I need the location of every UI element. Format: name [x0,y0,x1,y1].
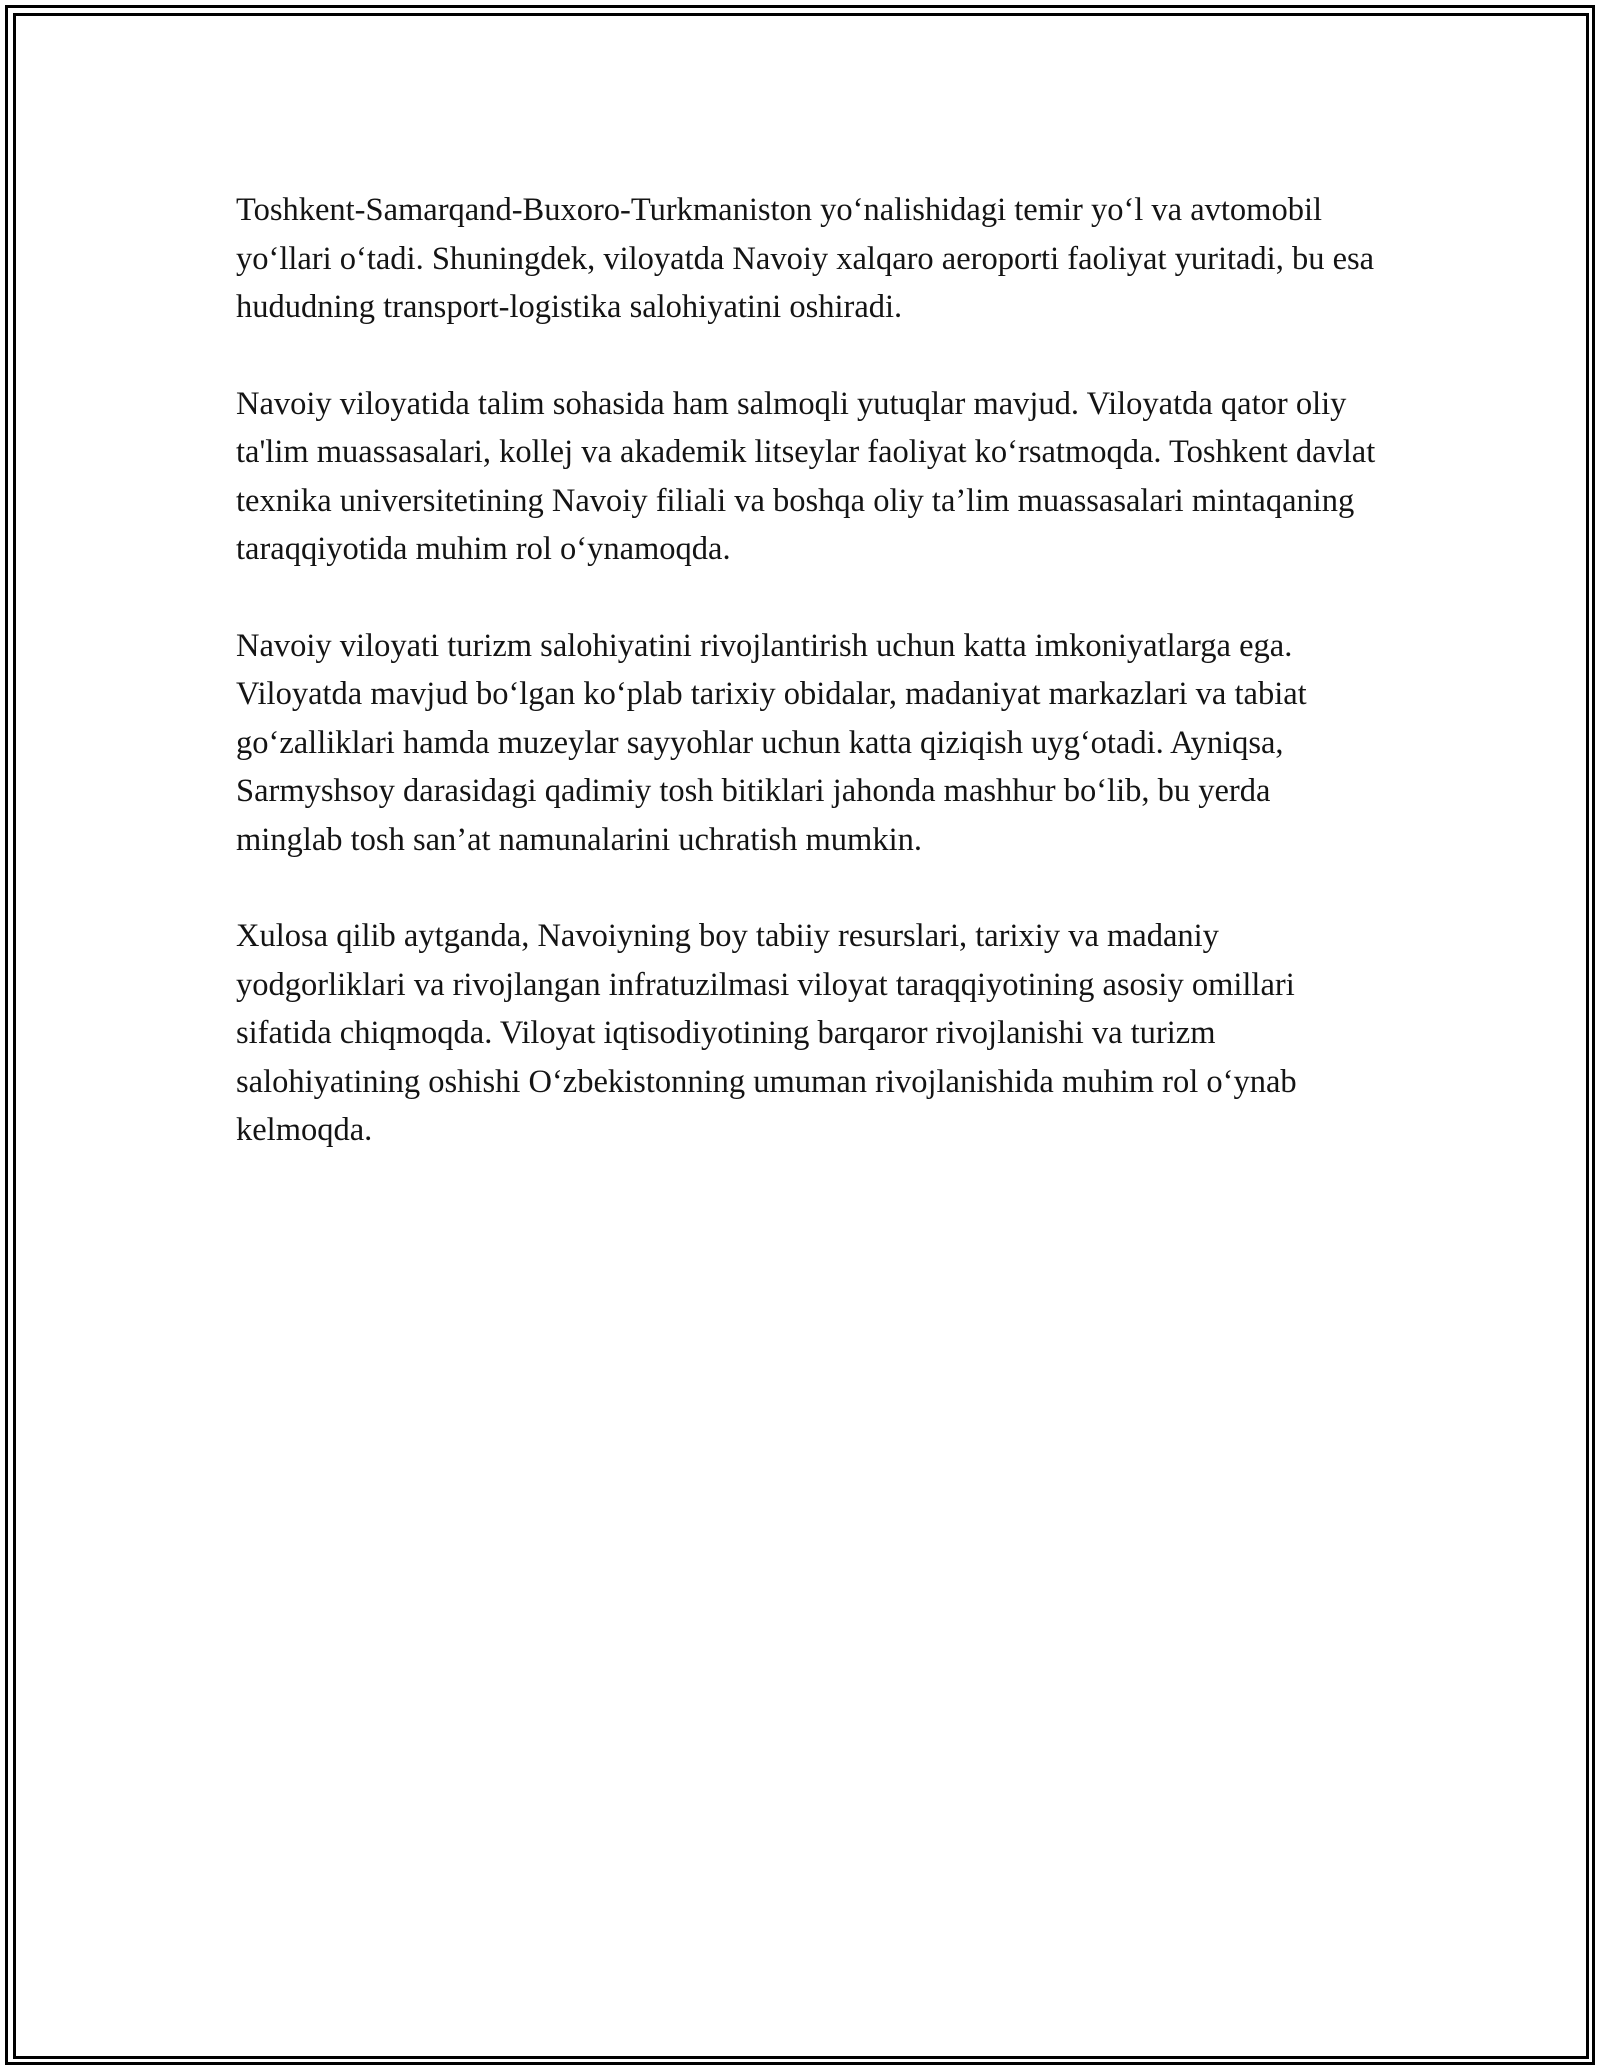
paragraph-conclusion: Xulosa qilib aytganda, Navoiyning boy tabiiy resurslari, tarixiy va madaniy yodgorliklari va rivojlangan infratuzilmasi viloyat taraqqiyotining asosiy omillari sifatida chiqmoqda. Viloyat iqtisodiyotining barqaror rivojlanishi va turizm salohiyatining oshishi O‘zbekistonning umuman rivojlanishida muhim rol o‘ynab kelmoqda. [236,918,1297,1148]
paragraph-transport: Toshkent-Samarqand-Buxoro-Turkmaniston yo‘nalishidagi temir yo‘l va avtomobil yo‘llari o‘tadi. Shuningdek, viloyatda Navoiy xalqaro aeroporti faoliyat yuritadi, bu esa hududning transport-logistika salohiyatini oshiradi. [236,192,1375,325]
document-body [236,186,1376,1203]
paragraph-education: Navoiy viloyatida talim sohasida ham salmoqli yutuqlar mavjud. Viloyatda qator oliy ta'lim muassasalari, kollej va akademik litseylar faoliyat ko‘rsatmoqda. Toshkent davlat texnika universitetining Navoiy filiali va boshqa oliy ta’lim muassasalari mintaqaning taraqqiyotida muhim rol o‘ynamoqda. [236,385,1376,567]
paragraph-tourism: Navoiy viloyati turizm salohiyatini rivojlantirish uchun katta imkoniyatlarga ega. Viloyatda mavjud bo‘lgan ko‘plab tarixiy obidalar, madaniyat markazlari va tabiat go‘zalliklari hamda muzeylar sayyohlar uchun katta qiziqish uyg‘otadi. Ayniqsa, Sarmyshsoy darasidagi qadimiy tosh bitiklari jahonda mashhur bo‘lib, bu yerda minglab tosh san’at namunalarini uchratish mumkin. [236,627,1307,858]
